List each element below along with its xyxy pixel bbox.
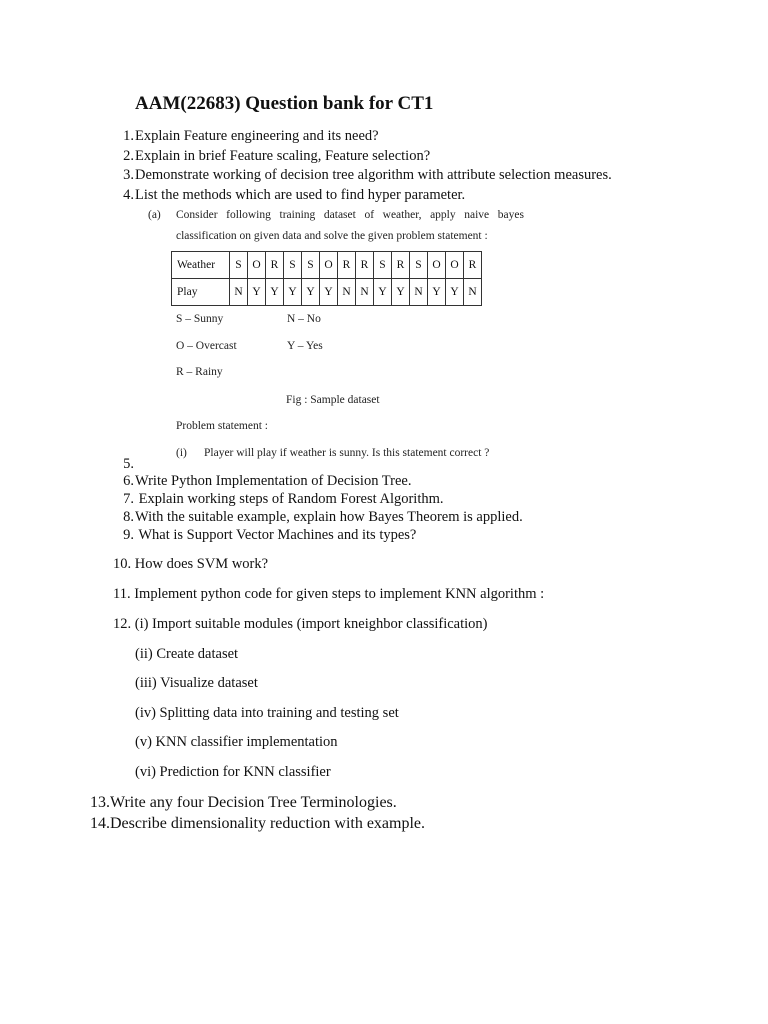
table-cell: Y bbox=[248, 279, 266, 306]
table-cell: Y bbox=[392, 279, 410, 306]
step-item: (iii) Visualize dataset bbox=[135, 675, 258, 691]
step-item: (vi) Prediction for KNN classifier bbox=[135, 764, 331, 780]
figure-label: (a) bbox=[148, 209, 161, 221]
table-cell: O bbox=[248, 252, 266, 279]
table-cell: R bbox=[356, 252, 374, 279]
table-cell: N bbox=[356, 279, 374, 306]
table-cell: S bbox=[374, 252, 392, 279]
question-13: 13.Write any four Decision Tree Terminologies. bbox=[90, 794, 397, 811]
legend-no: N – No bbox=[287, 313, 321, 325]
legend-yes: Y – Yes bbox=[287, 340, 323, 352]
table-cell: Y bbox=[266, 279, 284, 306]
table-cell: Y bbox=[446, 279, 464, 306]
row-header: Play bbox=[172, 279, 230, 306]
table-cell: N bbox=[338, 279, 356, 306]
table-row bbox=[172, 252, 482, 279]
table-cell: N bbox=[464, 279, 482, 306]
table-cell: Y bbox=[428, 279, 446, 306]
table-cell: Y bbox=[320, 279, 338, 306]
figure-text-line2: classification on given data and solve the given problem statement : bbox=[176, 230, 488, 242]
question-14: 14.Describe dimensionality reduction with example. bbox=[90, 815, 426, 832]
table-cell: Y bbox=[374, 279, 392, 306]
figure-text-line1: Consider following training dataset of weather, apply naive bayes bbox=[176, 209, 524, 221]
table-cell: R bbox=[464, 252, 482, 279]
table-cell: Y bbox=[302, 279, 320, 306]
question-12: 12. (i) Import suitable modules (import kneighbor classification) bbox=[113, 616, 488, 632]
step-item: (v) KNN classifier implementation bbox=[135, 734, 338, 750]
table-cell: S bbox=[302, 252, 320, 279]
table-cell: Y bbox=[284, 279, 302, 306]
sample-dataset-table bbox=[171, 251, 482, 306]
table-cell: O bbox=[320, 252, 338, 279]
table-cell: N bbox=[410, 279, 428, 306]
step-item: (iv) Splitting data into training and testing set bbox=[135, 705, 399, 721]
question-11: 11. Implement python code for given steps to implement KNN algorithm : bbox=[113, 586, 545, 602]
table-cell: O bbox=[446, 252, 464, 279]
problem-number: (i) bbox=[176, 447, 187, 459]
table-cell: S bbox=[230, 252, 248, 279]
table-cell: S bbox=[284, 252, 302, 279]
problem-statement-label: Problem statement : bbox=[176, 420, 268, 432]
table-cell: S bbox=[410, 252, 428, 279]
question-10: 10. How does SVM work? bbox=[113, 556, 269, 572]
table-cell: R bbox=[266, 252, 284, 279]
page-title: AAM(22683) Question bank for CT1 bbox=[135, 93, 434, 114]
table-cell: R bbox=[338, 252, 356, 279]
legend-overcast: O – Overcast bbox=[176, 340, 237, 352]
table-cell: N bbox=[230, 279, 248, 306]
table-cell: O bbox=[428, 252, 446, 279]
row-header: Weather bbox=[172, 252, 230, 279]
table-cell: R bbox=[392, 252, 410, 279]
legend-rainy: R – Rainy bbox=[176, 366, 223, 378]
figure-caption: Fig : Sample dataset bbox=[286, 394, 380, 406]
problem-statement: Player will play if weather is sunny. Is this statement correct ? bbox=[204, 447, 490, 459]
legend-sunny: S – Sunny bbox=[176, 313, 224, 325]
table-row bbox=[172, 279, 482, 306]
step-item: (ii) Create dataset bbox=[135, 646, 239, 662]
